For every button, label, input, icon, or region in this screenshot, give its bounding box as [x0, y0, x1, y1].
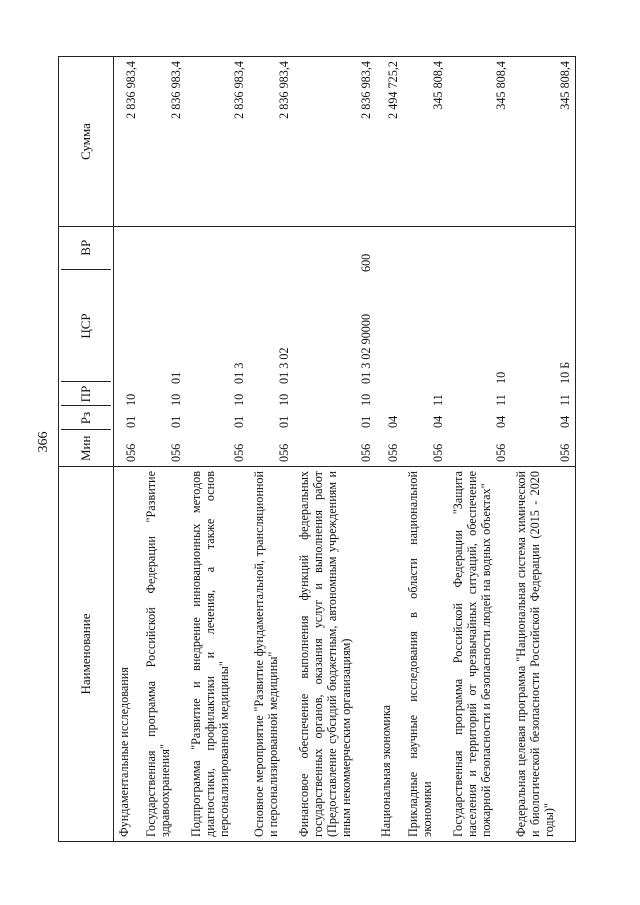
row-pr: 10 [359, 393, 374, 406]
row-min: 056 [494, 443, 509, 462]
row-min: 056 [385, 443, 400, 462]
row-codes [186, 227, 250, 467]
table-row [249, 57, 294, 842]
table-row [141, 57, 186, 842]
table-row [376, 57, 402, 842]
budget-table [58, 56, 576, 842]
row-vr: 600 [359, 253, 374, 272]
row-pr: 10 [232, 393, 247, 406]
table-header-row [59, 57, 114, 842]
row-codes [511, 227, 575, 467]
table-row [511, 57, 575, 842]
row-name: Государственная программа Российской Федерации "Развитие здравоохранения" [141, 467, 186, 842]
row-sum: 345 808,4 [403, 57, 448, 227]
header-name: Наименование [59, 467, 114, 842]
row-pr: 10 [277, 393, 292, 406]
row-min: 056 [277, 443, 292, 462]
row-min: 056 [232, 443, 247, 462]
row-sum: 345 808,4 [448, 57, 512, 227]
header-rz: Рз [61, 406, 111, 430]
row-csr: 01 [168, 371, 183, 384]
row-codes [249, 227, 294, 467]
row-csr: 10 [494, 371, 509, 384]
row-codes [294, 227, 376, 467]
header-csr: ЦСР [61, 270, 111, 382]
row-codes [114, 227, 141, 467]
table-row [448, 57, 512, 842]
row-rz: 01 [168, 415, 183, 428]
row-name: Основное мероприятие "Развитие фундаментальной, трансляционной и персонализированной медицины" [249, 467, 294, 842]
row-pr: 11 [557, 394, 572, 406]
row-csr: 10 Б [557, 361, 572, 384]
row-csr: 01 3 02 [277, 347, 292, 384]
row-sum: 2 836 983,4 [294, 57, 376, 227]
row-min: 056 [359, 443, 374, 462]
row-sum: 2 836 983,4 [186, 57, 250, 227]
row-min: 056 [557, 443, 572, 462]
row-name: Национальная экономика [376, 467, 402, 842]
row-rz: 04 [430, 415, 445, 428]
table-row [294, 57, 376, 842]
rotated-page [58, 57, 576, 842]
header-sum: Сумма [59, 57, 114, 227]
row-min: 056 [430, 443, 445, 462]
row-rz: 01 [277, 415, 292, 428]
row-name: Федеральная целевая программа "Национальная система химической и биологической безопасности Российской Федерации (2015 - 2020 годы)" [511, 467, 575, 842]
row-codes [448, 227, 512, 467]
header-min: Мин [61, 430, 111, 466]
row-sum: 2 836 983,4 [249, 57, 294, 227]
row-rz: 04 [385, 415, 400, 428]
row-name: Прикладные научные исследования в области национальной экономики [403, 467, 448, 842]
row-pr: 10 [123, 393, 138, 406]
row-sum: 2 836 983,4 [141, 57, 186, 227]
row-rz: 04 [494, 415, 509, 428]
row-rz: 01 [123, 415, 138, 428]
row-sum: 345 808,4 [511, 57, 575, 227]
row-sum: 2 836 983,4 [114, 57, 141, 227]
row-csr: 01 3 [232, 362, 247, 384]
row-name: Подпрограмма "Развитие и внедрение инновационных методов диагностики, профилактики и лечения, а также основ персонализированной медицины" [186, 467, 250, 842]
row-rz: 01 [359, 415, 374, 428]
row-name: Фундаментальные исследования [114, 467, 141, 842]
row-pr: 10 [168, 393, 183, 406]
row-pr: 11 [494, 394, 509, 406]
row-min: 056 [123, 443, 138, 462]
header-vr: ВР [77, 239, 93, 256]
header-codes [59, 227, 114, 467]
row-sum: 2 494 725,2 [376, 57, 402, 227]
table-row [114, 57, 141, 842]
table-row [403, 57, 448, 842]
row-codes [141, 227, 186, 467]
row-codes [376, 227, 402, 467]
row-name: Государственная программа Российской Федерации "Защита населения и территорий от чрезвычайных ситуаций, обеспечение пожарной безопасности и безопасности людей на водных объектах" [448, 467, 512, 842]
row-name: Финансовое обеспечение выполнения функций федеральных государственных органов, оказания услуг и выполнения работ (Предоставление субсидий бюджетным, автономным учреждениям и иным некоммерческим организациям) [294, 467, 376, 842]
row-pr: 11 [430, 394, 445, 406]
row-codes [403, 227, 448, 467]
row-min: 056 [168, 443, 183, 462]
row-csr: 01 3 02 90000 [359, 313, 374, 384]
table-row [186, 57, 250, 842]
page-number: 366 [36, 431, 51, 453]
row-rz: 01 [232, 415, 247, 428]
row-rz: 04 [557, 415, 572, 428]
header-pr: ПР [61, 382, 111, 406]
